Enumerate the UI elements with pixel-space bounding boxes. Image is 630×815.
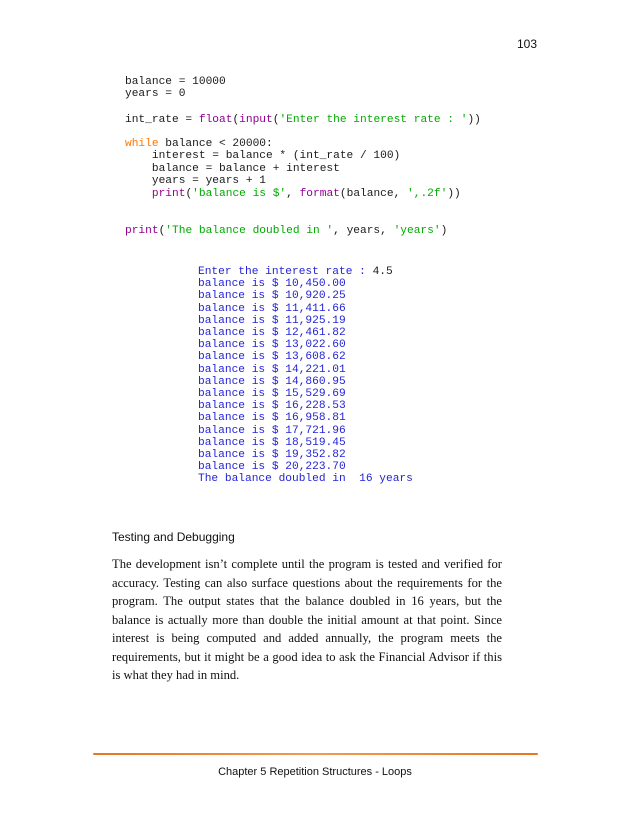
- code-text: (: [272, 114, 280, 126]
- output-line: balance is $ 20,223.70: [198, 461, 346, 474]
- output-line: balance is $ 11,411.66: [198, 302, 346, 315]
- keyword-while: while: [125, 138, 159, 150]
- footer-chapter-title: Chapter 5 Repetition Structures - Loops: [218, 766, 412, 778]
- output-final-line: The balance doubled in 16 years: [198, 473, 413, 486]
- string-literal: 'Enter the interest rate : ': [279, 114, 468, 126]
- page-number: 103: [516, 37, 537, 51]
- code-text: ): [440, 225, 448, 237]
- code-text: (balance,: [339, 187, 408, 200]
- output-line: balance is $ 11,925.19: [198, 314, 346, 327]
- code-block-init: [125, 76, 226, 101]
- code-line: interest = balance * (int_rate / 100): [125, 150, 401, 163]
- code-line: balance = balance + interest: [125, 162, 340, 175]
- output-line: balance is $ 16,228.53: [198, 400, 346, 413]
- code-block-while: [125, 138, 461, 200]
- code-line: years = years + 1: [125, 175, 266, 188]
- builtin-print: print: [151, 187, 186, 200]
- output-line: balance is $ 19,352.82: [198, 449, 346, 462]
- program-output: [198, 266, 413, 486]
- section-paragraph: The development isn’t complete until the program is tested and verified for accuracy. Testing can also surface questions about the requirements for the program. The output states that the balance doubled in 16 years, but the balance is actually more than double the initial amount at that point. Since interest is being computed and added annually, the program meets the requirements, but it might be a good idea to ask the Financial Advisor if this is what they had in mind.: [112, 557, 502, 682]
- builtin-format: format: [299, 187, 340, 200]
- string-literal: ',.2f': [407, 187, 448, 200]
- output-line: balance is $ 13,608.62: [198, 351, 346, 364]
- output-line: balance is $ 18,519.45: [198, 436, 346, 449]
- output-line: balance is $ 12,461.82: [198, 327, 346, 340]
- output-prompt: Enter the interest rate :: [198, 266, 373, 278]
- builtin-print: print: [125, 225, 159, 237]
- string-literal: 'years': [393, 225, 441, 237]
- output-line: balance is $ 13,022.60: [198, 339, 346, 352]
- code-text: balance < 20000:: [158, 138, 273, 150]
- builtin-input: input: [239, 114, 273, 126]
- string-literal: 'The balance doubled in ': [165, 225, 334, 237]
- code-text: )): [467, 114, 481, 126]
- code-text: (: [232, 114, 240, 126]
- code-line-int-rate: [125, 114, 481, 126]
- code-text: )): [447, 187, 461, 200]
- code-text: , years,: [333, 225, 394, 237]
- code-line: years = 0: [125, 88, 186, 101]
- code-line-final-print: [125, 225, 447, 237]
- output-user-input: 4.5: [372, 266, 393, 278]
- section-heading: Testing and Debugging: [112, 530, 235, 544]
- output-line: balance is $ 14,221.01: [198, 363, 346, 376]
- output-line: balance is $ 10,450.00: [198, 278, 346, 291]
- code-line: balance = 10000: [125, 76, 226, 88]
- builtin-float: float: [198, 114, 233, 126]
- output-line: balance is $ 17,721.96: [198, 424, 346, 437]
- code-text: int_rate =: [125, 114, 199, 126]
- output-line: balance is $ 14,860.95: [198, 375, 346, 388]
- footer-divider: [93, 753, 538, 755]
- code-indent: [125, 188, 152, 200]
- string-literal: 'balance is $': [192, 187, 287, 200]
- output-line: balance is $ 10,920.25: [198, 290, 346, 303]
- code-text: (: [185, 187, 193, 200]
- code-text: ,: [286, 187, 300, 200]
- output-line: balance is $ 15,529.69: [198, 388, 346, 401]
- code-text: (: [158, 225, 166, 237]
- output-line: balance is $ 16,958.81: [198, 412, 346, 425]
